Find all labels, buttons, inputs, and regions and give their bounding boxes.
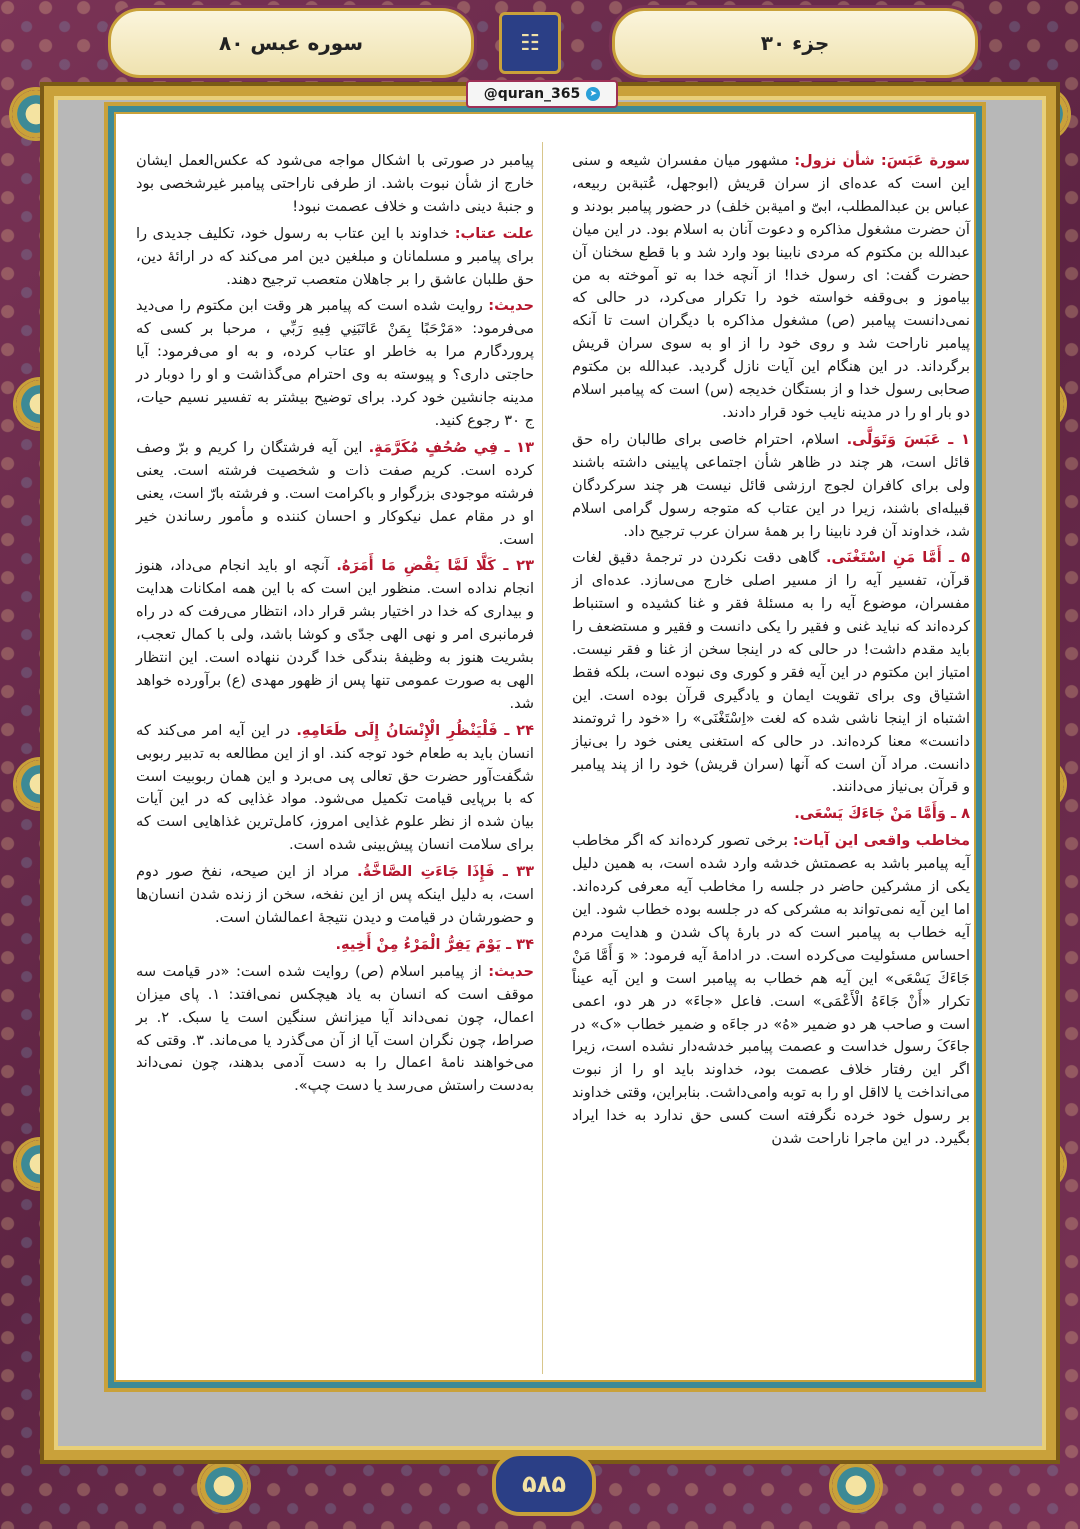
verse-33-label: ۳۳ ـ فَإِذَا جَاءَتِ الصَّاخَّةُ. xyxy=(357,863,535,881)
verse-33-text: مراد از این صیحه، نفخ صور دوم است، به دلیل اینکه پس از این نفخه، سخن از زنده شدن انسان‌ها و حضورشان در قیامت و دیدن نتیجهٔ اعمالشان است. xyxy=(136,863,534,926)
juz-header xyxy=(612,8,978,78)
verse-5-text: گاهی دقت نکردن در ترجمهٔ دقیق لغات قرآن، تفسیر آیه را از مسیر اصلی خارج می‌سازد. عده‌ای از مفسران، موضوع آیه را به مسئلهٔ فقر و غنا کشیده و استنباط کرده‌اند که نباید غنی و فقیر را یکی دانست و فقیر و مستضعف را باید مقدم داشت! در حالی که در اینجا سخن از غنا و فقر نیست. امتیاز ابن مکتوم در این آیه فقر و کوری وی نبوده است، بلکه فقط اشتیاق وی برای تقویت ایمان و یادگیری قرآن بوده است. این اشتباه از اینجا ناشی شده که لغت «اِسْتَغْنَى» را «خود را ثروتمند دانست» معنا کرده‌اند. در حالی که استغنی یعنی خود را بی‌نیاز دانست. مراد آن است که آنها (سران قریش) خود را از پند پیامبر و قرآن بی‌نیاز می‌دانند. xyxy=(572,549,970,796)
verse-13-commentary xyxy=(136,437,534,552)
verse-23-commentary xyxy=(136,555,534,715)
intro-paragraph xyxy=(572,150,970,425)
verse-33-commentary xyxy=(136,861,534,930)
continuation-text: پیامبر در صورتی با اشکال مواجه می‌شود که عکس‌العمل ایشان خارج از شأن نبوت باشد. از طرفی ناراحتی پیامبر غیرشخصی بود و جنبهٔ دینی داشت و خلاف عصمت نبود! xyxy=(136,152,534,215)
hadith-1-paragraph xyxy=(136,295,534,432)
verse-1-text: اسلام، احترام خاصی برای طالبان راه حق قائل است، هر چند در ظاهر شأن اجتماعی پایینی داشته باشند ولی برای کافران لجوج ارزشی قائل نیست هر چند سرکردگان قبیله‌ای باشند، زیرا در این عتاب که متوجه رسول گرامی اسلام شد، خداوند آن فرد نابینا را بر همهٔ سران عرب ترجیح داد. xyxy=(572,430,970,540)
surah-header xyxy=(108,8,474,78)
telegram-handle[interactable]: @quran_365 xyxy=(483,86,581,102)
verse-34-heading xyxy=(136,934,534,957)
verse-34-label: ۳۴ ـ يَوْمَ يَفِرُّ الْمَرْءُ مِنْ أَخِيهِ. xyxy=(335,935,534,953)
verse-5-commentary xyxy=(572,547,970,799)
page-number-badge xyxy=(492,1452,596,1516)
verse-24-commentary xyxy=(136,720,534,857)
reason-title: علت عتاب: xyxy=(454,224,534,242)
right-column xyxy=(572,150,970,1155)
continuation-paragraph xyxy=(136,150,534,219)
intro-title: سورة عَبَسَ: شأن نزول: xyxy=(794,152,970,169)
reason-text: خداوند با این عتاب به رسول خود، تکلیف جدیدی را برای پیامبر و مسلمانان و مبلغین دین امر می‌کند که در ارائهٔ دین، حق طلبان عاشق را بر جاهلان متعصب ترجیح دهند. xyxy=(136,224,534,288)
verse-13-label: ۱۳ ـ فِي صُحُفٍ مُكَرَّمَةٍ. xyxy=(368,438,534,456)
verse-1-commentary xyxy=(572,429,970,544)
hadith-2-text: از پیامبر اسلام (ص) روایت شده است: «در قیامت سه موقف است که انسان به یاد هیچکس نمی‌افتد: ۱. پای میزان اعمال، چون نمی‌داند آیا میزانش سنگین است یا سبک. ۲. بر صراط، چون نگران است آیا از آن می‌گذرد یا می‌ماند. ۳. وقتی که می‌خواهند نامهٔ اعمال را به دست آدمی بدهند، چون نمی‌داند به‌دست راستش می‌رسد یا دست چپ». xyxy=(136,962,534,1095)
verse-8-subtitle: مخاطب واقعی این آیات: xyxy=(792,832,970,850)
verse-8-text: برخی تصور کرده‌اند که اگر مخاطب آیه پیامبر باشد به عصمتش خدشه وارد شده است، به همین دلیل یکی از مشرکین حاضر در جلسه را مخاطب آیه معرفی کرده‌اند. اما این آیه نمی‌تواند به مشرکی که در جلسه بوده خطاب شود. این آیه خطاب به پیامبر است که در بارهٔ پاک شدن و هدایت مردم احساس مسئولیت می‌کرده است. در ادامهٔ آیه فرمود: « وَ أَمَّا مَنْ جَاءَكَ يَسْعَى» این آیه هم خطاب به پیامبر است و این آیه عیناً تکرار «أَنْ جَاءَهُ الْأَعْمَى» است. فاعل «جاءَ» در هر دو، اعمی است و صاحب هر دو ضمیر «هُ» در جاءَه و ضمیر خطاب «ک» در جاءَکَ رسول خداست و عصمت پیامبر خدشه‌دار نشده است، زیرا اگر این رفتار خلاف عصمت بود، خداوند باید او را از نبوت می‌انداخت یا لااقل او را به توبه وامی‌داشت. بنابراین، وقتی خداوند بر رسول خود خرده نگرفته است کسی حق ندارد به خدا ایراد بگیرد. در این ماجرا ناراحت شدن xyxy=(572,832,970,1148)
verse-8-commentary xyxy=(572,830,970,1151)
hadith-1-text: روایت شده است که پیامبر هر وقت ابن مکتوم را می‌دید می‌فرمود: «مَرْحَبًا بِمَنْ عَاتَبَنِي فِيهِ رَبِّي ، مرحبا بر کسی که پروردگارم مرا به خاطر او عتاب کرده، و به او می‌فرمود: آیا حاجتی داری؟ و پیوسته به وی احترام می‌گذاشت و او را دوبار در مدینه جانشین خود کرد. برای توضیح بیشتر به تفسیر نسیم حیات، ج ۳۰ رجوع کنید. xyxy=(136,297,534,429)
verse-13-text: این آیه فرشتگان را کریم و برّ وصف کرده است. کریم صفت ذات و شخصیت فرشته است. یعنی فرشته موجودی بزرگوار و باکرامت است. و فرشته بارّ است، یعنی او در مقام عمل نیکوکار و احسان کننده و مأمور رساندن خیر است. xyxy=(136,438,534,548)
quran-logo-icon: ☷ xyxy=(499,12,561,74)
bottom-medallion-right xyxy=(832,1462,880,1510)
juz-label: جزء ۳۰ xyxy=(760,31,830,55)
telegram-tag[interactable] xyxy=(466,80,618,108)
hadith-1-title: حدیث: xyxy=(488,297,534,315)
bottom-medallion-left xyxy=(200,1462,248,1510)
verse-24-label: ۲۴ ـ فَلْيَنْظُرِ الْإِنْسَانُ إِلَى طَعَامِهِ. xyxy=(296,721,534,739)
column-divider xyxy=(542,142,543,1374)
verse-23-label: ۲۳ ـ كَلَّا لَمَّا يَقْضِ مَا أَمَرَهُ. xyxy=(336,557,534,575)
verse-8-label: ۸ ـ وَأَمَّا مَنْ جَاءَكَ يَسْعَى. xyxy=(794,805,970,823)
intro-text: مشهور میان مفسران شیعه و سنی این است که عده‌ای از سران قریش (ابوجهل، عُتبةبن ربیعه، عباس بن عبدالمطلب، ابیّ و امیةبن خلف) در حضور پیامبر بودند و آن حضرت مشغول مذاکره و دعوت آنان به اسلام بود. در این میان عبدالله بن مکتوم که مردی نابینا بود وارد شد و با قطع سخنان آن حضرت گفت: ای رسول خدا! از آنچه خدا به تو آموخته به من بیاموز و بی‌وقفه خواسته خود را تکرار می‌کرد، در حالی که نمی‌دانست پیامبر (ص) مشغول مذاکره با دیگران است تا آنکه پیامبر ناراحت شد و روی خود را از او به سوی سران قریش برگرداند. در این هنگام این آیات نازل گردید. عبدالله بن مکتوم صحابی رسول خدا و از بستگان خدیجه (س) است که پیامبر اسلام دو بار او را در مدینه نایب خود قرار دادند. xyxy=(572,152,970,421)
hadith-2-title: حدیث: xyxy=(488,962,534,980)
verse-1-label: ۱ ـ عَبَسَ وَتَوَلَّى. xyxy=(846,430,970,448)
verse-23-text: آنچه او باید انجام می‌داد، هنوز انجام نداده است. منظور این است که با این همه امکانات هدایت و بیداری که خدا در اختیار بشر قرار داد، انتظار می‌رفت که در راه فرمانبری امر و نهی الهی جدّی و کوشا باشد، ولی با کمال تعجب، بشریت هنوز به وظیفهٔ بندگی خدا گردن ننهاده است. این انتظار الهی به صورت عمومی تنها پس از ظهور مهدی (ع) برآورده خواهد شد. xyxy=(136,557,534,712)
telegram-icon: ➤ xyxy=(586,87,600,101)
verse-24-text: در این آیه امر می‌کند که انسان باید به طعام خود توجه کند. او از این مطالعه به تدبیر ربوبی شگفت‌آور حضرت حق تعالی پی می‌برد و این همان ربوبیت است که با برپایی قیامت تکمیل می‌شود. مواد غذایی که در این آیات بیان شده از نظر علوم غذایی امروز، کامل‌ترین غذاهایی است که برای سلامت انسان پیش‌بینی شده است. xyxy=(136,721,534,854)
page-number: ۵۸۵ xyxy=(522,1470,566,1498)
surah-label: سوره عبس ۸۰ xyxy=(219,31,363,55)
left-column xyxy=(136,150,534,1102)
verse-8-heading xyxy=(572,803,970,826)
hadith-2-paragraph xyxy=(136,961,534,1098)
verse-5-label: ۵ ـ أَمَّا مَنِ اسْتَغْنَى. xyxy=(826,549,970,567)
reason-paragraph xyxy=(136,223,534,292)
